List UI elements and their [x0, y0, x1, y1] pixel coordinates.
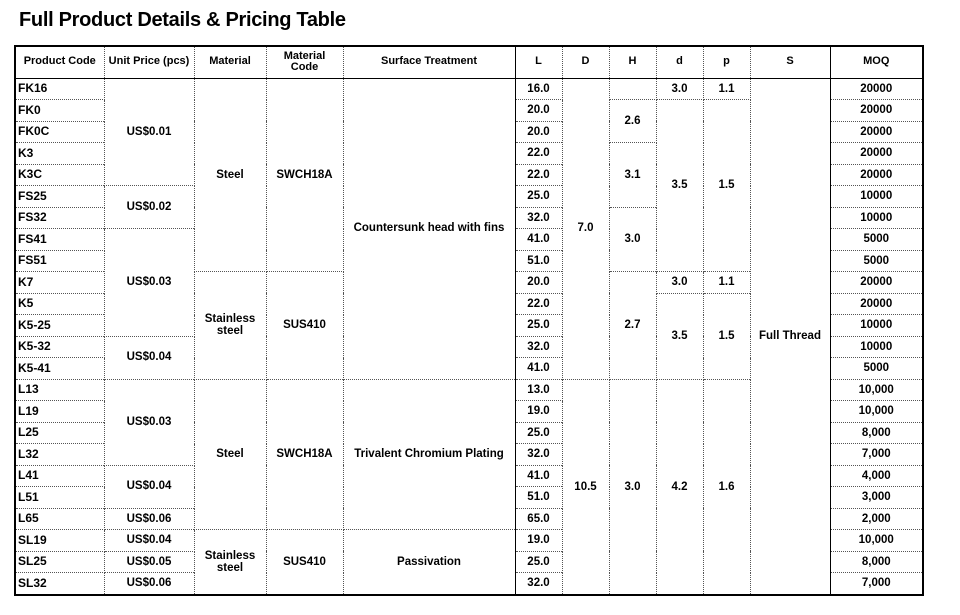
unit-price: US$0.03 [104, 379, 194, 465]
moq: 20000 [830, 164, 923, 186]
header-surface-treatment: Surface Treatment [343, 46, 515, 78]
diameter-d: 3.0 [656, 78, 703, 100]
length-L: 13.0 [515, 379, 562, 401]
moq: 10,000 [830, 530, 923, 552]
product-code: FS51 [15, 250, 104, 272]
unit-price: US$0.05 [104, 551, 194, 573]
moq: 10000 [830, 186, 923, 208]
length-L: 32.0 [515, 444, 562, 466]
length-L: 20.0 [515, 272, 562, 294]
header-MOQ: MOQ [830, 46, 923, 78]
product-code: FK16 [15, 78, 104, 100]
diameter-D: 7.0 [562, 78, 609, 379]
material: Steel [194, 78, 266, 272]
pitch-p: 1.1 [703, 78, 750, 100]
length-L: 20.0 [515, 121, 562, 143]
product-code: FS32 [15, 207, 104, 229]
header-unit-price: Unit Price (pcs) [104, 46, 194, 78]
diameter-D: 10.5 [562, 379, 609, 595]
length-L: 51.0 [515, 250, 562, 272]
header-d: d [656, 46, 703, 78]
length-L: 22.0 [515, 143, 562, 165]
length-L: 41.0 [515, 465, 562, 487]
moq: 10000 [830, 207, 923, 229]
material: Stainless steel [194, 530, 266, 596]
moq: 20000 [830, 100, 923, 122]
product-code: L65 [15, 508, 104, 530]
length-L: 25.0 [515, 551, 562, 573]
moq: 8,000 [830, 422, 923, 444]
moq: 7,000 [830, 444, 923, 466]
length-L: 25.0 [515, 422, 562, 444]
product-code: FK0 [15, 100, 104, 122]
page-title: Full Product Details & Pricing Table [19, 9, 346, 31]
moq: 20000 [830, 78, 923, 100]
product-code: L41 [15, 465, 104, 487]
header-row [15, 46, 923, 78]
length-L: 32.0 [515, 207, 562, 229]
product-code: K3C [15, 164, 104, 186]
material: Steel [194, 379, 266, 530]
product-code: SL19 [15, 530, 104, 552]
product-code: SL25 [15, 551, 104, 573]
header-product-code: Product Code [15, 46, 104, 78]
header-D: D [562, 46, 609, 78]
unit-price: US$0.03 [104, 229, 194, 337]
moq: 10000 [830, 336, 923, 358]
diameter-d: 3.5 [656, 100, 703, 272]
unit-price: US$0.04 [104, 530, 194, 552]
length-L: 32.0 [515, 573, 562, 596]
unit-price: US$0.06 [104, 573, 194, 596]
product-pricing-table [14, 45, 924, 596]
moq: 5000 [830, 250, 923, 272]
moq: 5000 [830, 358, 923, 380]
product-code: L51 [15, 487, 104, 509]
product-code: K5-25 [15, 315, 104, 337]
material-code: SUS410 [266, 530, 343, 596]
header-p: p [703, 46, 750, 78]
unit-price: US$0.06 [104, 508, 194, 530]
product-code: SL32 [15, 573, 104, 596]
product-code: FS25 [15, 186, 104, 208]
length-L: 25.0 [515, 315, 562, 337]
unit-price: US$0.04 [104, 465, 194, 508]
material-code: SUS410 [266, 272, 343, 380]
diameter-d: 4.2 [656, 379, 703, 595]
length-L: 65.0 [515, 508, 562, 530]
product-code: L32 [15, 444, 104, 466]
surface-treatment: Countersunk head with fins [343, 78, 515, 379]
height-H: 3.0 [609, 207, 656, 272]
moq: 3,000 [830, 487, 923, 509]
unit-price: US$0.02 [104, 186, 194, 229]
product-code: L19 [15, 401, 104, 423]
length-L: 16.0 [515, 78, 562, 100]
header-material: Material [194, 46, 266, 78]
table-row [15, 78, 923, 100]
header-material-code: Material Code [266, 46, 343, 78]
unit-price: US$0.01 [104, 78, 194, 186]
surface-treatment: Trivalent Chromium Plating [343, 379, 515, 530]
length-L: 20.0 [515, 100, 562, 122]
product-code: FS41 [15, 229, 104, 251]
product-code: K7 [15, 272, 104, 294]
pitch-p: 1.1 [703, 272, 750, 294]
product-code: K5-41 [15, 358, 104, 380]
length-L: 22.0 [515, 293, 562, 315]
length-L: 41.0 [515, 358, 562, 380]
pitch-p: 1.5 [703, 100, 750, 272]
length-L: 51.0 [515, 487, 562, 509]
moq: 10,000 [830, 379, 923, 401]
product-code: K3 [15, 143, 104, 165]
surface-treatment: Passivation [343, 530, 515, 596]
material-code: SWCH18A [266, 379, 343, 530]
thread-S: Full Thread [750, 78, 830, 595]
moq: 4,000 [830, 465, 923, 487]
material: Stainless steel [194, 272, 266, 380]
material-code: SWCH18A [266, 78, 343, 272]
height-H: 3.0 [609, 379, 656, 595]
length-L: 22.0 [515, 164, 562, 186]
moq: 20000 [830, 272, 923, 294]
pitch-p: 1.5 [703, 293, 750, 379]
header-S: S [750, 46, 830, 78]
moq: 7,000 [830, 573, 923, 596]
moq: 5000 [830, 229, 923, 251]
moq: 8,000 [830, 551, 923, 573]
product-code: L13 [15, 379, 104, 401]
product-code: L25 [15, 422, 104, 444]
moq: 10,000 [830, 401, 923, 423]
height-H [609, 78, 656, 100]
diameter-d: 3.0 [656, 272, 703, 294]
pitch-p: 1.6 [703, 379, 750, 595]
length-L: 41.0 [515, 229, 562, 251]
length-L: 32.0 [515, 336, 562, 358]
header-H: H [609, 46, 656, 78]
product-code: FK0C [15, 121, 104, 143]
header-L: L [515, 46, 562, 78]
diameter-d: 3.5 [656, 293, 703, 379]
length-L: 25.0 [515, 186, 562, 208]
moq: 20000 [830, 121, 923, 143]
product-code: K5 [15, 293, 104, 315]
height-H: 2.7 [609, 272, 656, 380]
moq: 10000 [830, 315, 923, 337]
moq: 2,000 [830, 508, 923, 530]
unit-price: US$0.04 [104, 336, 194, 379]
product-code: K5-32 [15, 336, 104, 358]
length-L: 19.0 [515, 530, 562, 552]
height-H: 2.6 [609, 100, 656, 143]
height-H: 3.1 [609, 143, 656, 208]
length-L: 19.0 [515, 401, 562, 423]
moq: 20000 [830, 293, 923, 315]
moq: 20000 [830, 143, 923, 165]
